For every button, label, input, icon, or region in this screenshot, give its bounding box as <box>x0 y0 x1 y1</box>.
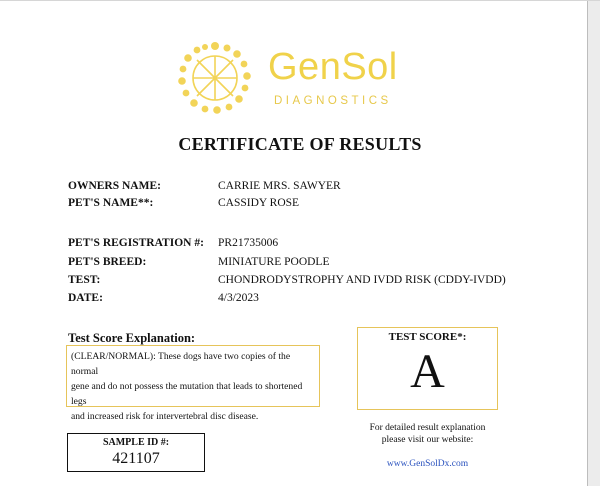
test-score-box <box>357 327 498 410</box>
page-edge-divider <box>587 0 588 486</box>
explanation-heading: Test Score Explanation: <box>68 331 196 345</box>
explanation-box <box>66 345 320 422</box>
test-value: CHONDRODYSTROPHY AND IVDD RISK (CDDY-IVDD) <box>218 274 506 286</box>
breed-label: PET'S BREED: <box>68 256 147 268</box>
dna-helix-ring-icon <box>170 38 260 118</box>
date-label: DATE: <box>68 292 103 304</box>
gensol-logo <box>170 38 410 118</box>
sample-id-label: SAMPLE ID #: <box>102 437 170 448</box>
sample-id-value: 421107 <box>112 450 160 467</box>
logo-subtitle: DIAGNOSTICS <box>274 95 392 107</box>
date-value: 4/3/2023 <box>218 292 259 304</box>
registration-value: PR21735006 <box>218 237 279 249</box>
owner-value: CARRIE MRS. SAWYER <box>218 180 341 192</box>
test-label: TEST: <box>68 274 101 286</box>
website-link[interactable]: www.GenSolDx.com <box>386 459 469 469</box>
detail-line: For detailed result explanation <box>369 423 486 433</box>
pet-name-value: CASSIDY ROSE <box>218 197 300 209</box>
test-score-label: TEST SCORE*: <box>388 331 467 343</box>
registration-label: PET'S REGISTRATION #: <box>68 237 204 249</box>
test-score-value: A <box>410 345 445 398</box>
detail-line: please visit our website: <box>381 435 474 445</box>
explanation-line: (CLEAR/NORMAL): These dogs have two copies of the normal <box>71 351 291 377</box>
top-border <box>0 0 600 1</box>
logo-brand-text: GenSol <box>268 46 398 88</box>
explanation-line: gene and do not possess the mutation that leads to shortened legs <box>71 381 303 407</box>
breed-value: MINIATURE POODLE <box>218 256 330 268</box>
detail-text <box>340 422 515 446</box>
certificate-title: CERTIFICATE OF RESULTS <box>178 134 422 154</box>
explanation-line: and increased risk for intervertebral disc disease. <box>71 411 259 422</box>
pet-name-label: PET'S NAME**: <box>68 197 154 209</box>
owner-label: OWNERS NAME: <box>68 180 161 192</box>
sample-id-box <box>67 433 205 472</box>
